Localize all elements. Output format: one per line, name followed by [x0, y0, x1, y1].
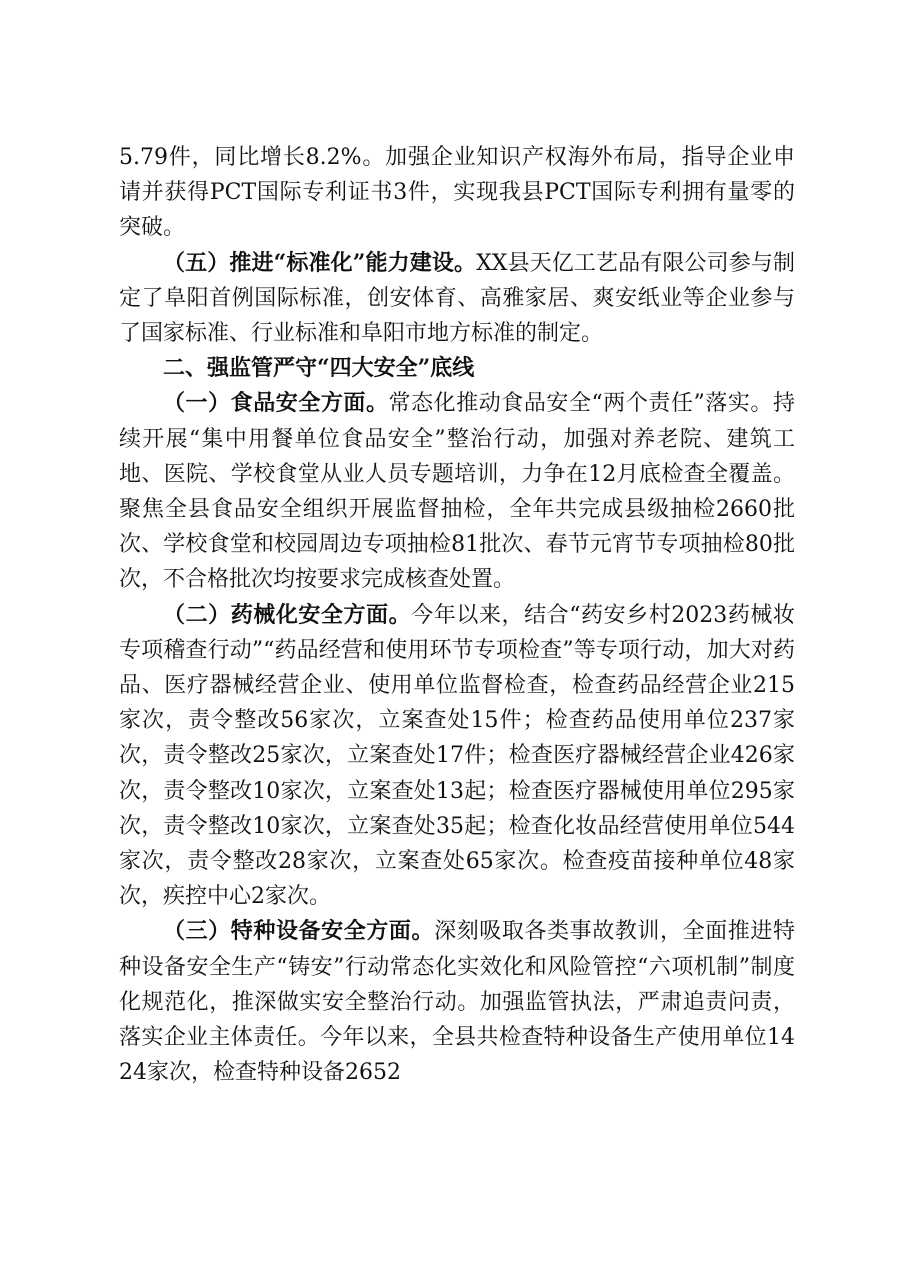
document-body — [119, 140, 795, 1090]
paragraph-text: 常态化推动食品安全“两个责任”落实。持续开展“集中用餐单位食品安全”整治行动，加强对养老院、建筑工地、医院、学校食堂从业人员专题培训，力争在12月底检查全覆盖。聚焦全县食品安全组织开展监督抽检，全年共完成县级抽检2660批次、学校食堂和校园周边专项抽检81批次、春节元宵节专项抽检80批次，不合格批次均按要求完成核查处置。 — [119, 391, 795, 593]
paragraph-standardization — [119, 246, 795, 352]
paragraph-lead: （五）推进“标准化”能力建设。 — [163, 249, 477, 276]
paragraph-lead: （二）药械化安全方面。 — [163, 601, 412, 628]
paragraph-food-safety — [119, 386, 795, 597]
paragraph-text: 5.79件，同比增长8.2%。加强企业知识产权海外布局，指导企业申请并获得PCT国际专利证书3件，实现我县PCT国际专利拥有量零的突破。 — [119, 145, 795, 241]
paragraph-text: 今年以来，结合“药安乡村2023药械妆专项稽查行动”“药品经营和使用环节专项检查”等专项行动，加大对药品、医疗器械经营企业、使用单位监督检查，检查药品经营企业215家次，责令整改56家次，立案查处15件；检查药品使用单位237家次，责令整改25家次，立案查处17件；检查医疗器械经营企业426家次，责令整改10家次，立案查处13起；检查医疗器械使用单位295家次，责令整改10家次，立案查处35起；检查化妆品经营使用单位544家次，责令整改28家次，立案查处65家次。检查疫苗接种单位48家次，疾控中心2家次。 — [119, 602, 795, 910]
paragraph-special-equipment-safety — [119, 914, 795, 1090]
paragraph-lead: （一）食品安全方面。 — [163, 390, 389, 417]
paragraph-text: 深刻吸取各类事故教训，全面推进特种设备安全生产“铸安”行动常态化实效化和风险管控“六项机制”制度化规范化，推深做实安全整治行动。加强监管执法，严肃追责问责，落实企业主体责任。今年以来，全县共检查特种设备生产使用单位1424家次，检查特种设备2652 — [119, 919, 795, 1086]
paragraph-text: XX县天亿工艺品有限公司参与制定了阜阳首例国际标准，创安体育、高雅家居、爽安纸业等企业参与了国家标准、行业标准和阜阳市地方标准的制定。 — [119, 250, 795, 347]
paragraph-drug-device-safety — [119, 598, 795, 915]
paragraph-patent-continuation — [119, 140, 795, 246]
section-heading: 二、强监管严守“四大安全”底线 — [163, 355, 475, 382]
paragraph-lead: （三）特种设备安全方面。 — [163, 918, 435, 945]
